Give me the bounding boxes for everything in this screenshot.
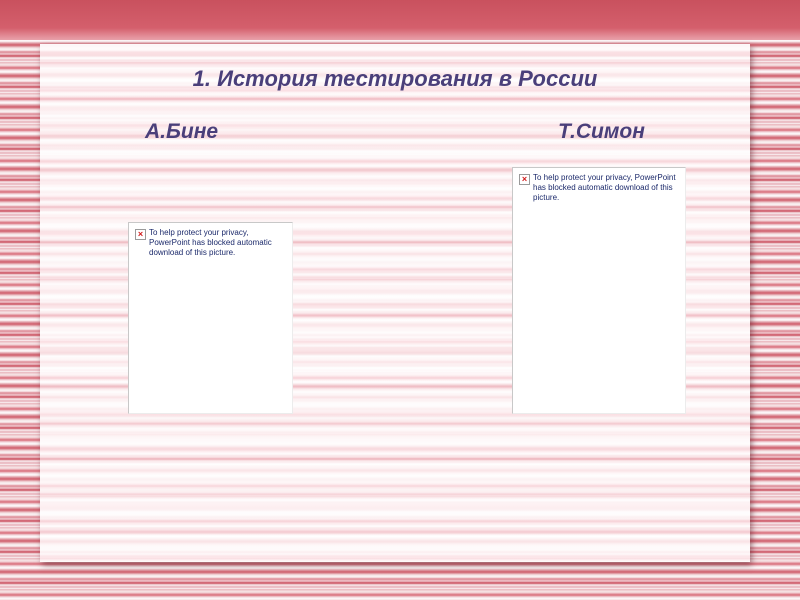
- slide-title[interactable]: 1. История тестирования в России: [192, 66, 598, 91]
- person-name-simon[interactable]: Т.Симон: [558, 120, 645, 143]
- blocked-image-icon: ×: [519, 174, 530, 185]
- blocked-picture-placeholder-left[interactable]: [128, 222, 293, 414]
- slide-canvas[interactable]: [40, 44, 750, 562]
- blocked-image-icon: ×: [135, 229, 146, 240]
- blocked-picture-message: To help protect your privacy, PowerPoint has blocked automatic download of this picture.: [149, 228, 272, 257]
- blocked-picture-message: To help protect your privacy, PowerPoint has blocked automatic download of this picture.: [533, 173, 676, 202]
- top-background-band: [0, 0, 800, 40]
- person-name-binet[interactable]: А.Бине: [145, 120, 219, 143]
- blocked-picture-placeholder-right[interactable]: [512, 167, 686, 414]
